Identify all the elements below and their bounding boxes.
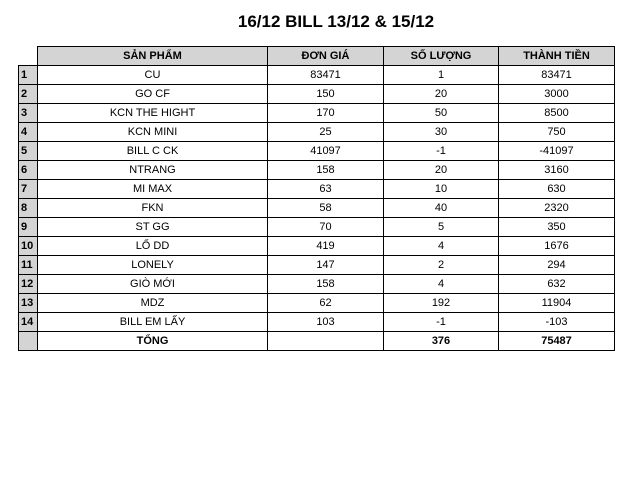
cell-product: CU: [38, 66, 268, 85]
table-row: [19, 66, 615, 85]
row-number: 10: [19, 237, 38, 256]
cell-quantity: 20: [384, 161, 499, 180]
table-row: [19, 123, 615, 142]
total-price: [268, 332, 384, 351]
cell-price: 103: [268, 313, 384, 332]
cell-quantity: 4: [384, 275, 499, 294]
row-number: 13: [19, 294, 38, 313]
cell-product: BILL C CK: [38, 142, 268, 161]
cell-amount: 11904: [499, 294, 615, 313]
table-row: [19, 275, 615, 294]
row-number: [19, 332, 38, 351]
table-row: [19, 142, 615, 161]
table-row: [19, 85, 615, 104]
cell-quantity: -1: [384, 313, 499, 332]
table-row: [19, 161, 615, 180]
cell-price: 83471: [268, 66, 384, 85]
total-quantity: 376: [384, 332, 499, 351]
row-number: 12: [19, 275, 38, 294]
page-title: 16/12 BILL 13/12 & 15/12: [237, 12, 435, 31]
cell-quantity: 4: [384, 237, 499, 256]
cell-price: 58: [268, 199, 384, 218]
cell-quantity: 40: [384, 199, 499, 218]
cell-amount: 350: [499, 218, 615, 237]
table-row: [19, 237, 615, 256]
row-number: 4: [19, 123, 38, 142]
cell-amount: 294: [499, 256, 615, 275]
cell-quantity: 10: [384, 180, 499, 199]
cell-quantity: 2: [384, 256, 499, 275]
row-number: 1: [19, 66, 38, 85]
cell-amount: 3000: [499, 85, 615, 104]
corner-cell: [19, 47, 38, 66]
cell-amount: 83471: [499, 66, 615, 85]
cell-quantity: 192: [384, 294, 499, 313]
cell-product: KCN THE HIGHT: [38, 104, 268, 123]
table-row: [19, 294, 615, 313]
row-number: 5: [19, 142, 38, 161]
cell-product: ST GG: [38, 218, 268, 237]
cell-product: MDZ: [38, 294, 268, 313]
cell-amount: 2320: [499, 199, 615, 218]
total-row: [19, 332, 615, 351]
table-body: [19, 66, 615, 351]
row-number: 14: [19, 313, 38, 332]
cell-price: 63: [268, 180, 384, 199]
row-number: 3: [19, 104, 38, 123]
cell-quantity: 20: [384, 85, 499, 104]
row-number: 9: [19, 218, 38, 237]
cell-product: LỔ DD: [38, 237, 268, 256]
header-row: [19, 47, 615, 66]
cell-amount: -41097: [499, 142, 615, 161]
col-header-amount: THÀNH TIỀN: [499, 47, 615, 66]
cell-price: 25: [268, 123, 384, 142]
cell-product: LONELY: [38, 256, 268, 275]
cell-product: BILL EM LẤY: [38, 313, 268, 332]
cell-price: 150: [268, 85, 384, 104]
cell-amount: 1676: [499, 237, 615, 256]
cell-quantity: 50: [384, 104, 499, 123]
table-row: [19, 313, 615, 332]
cell-product: KCN MINI: [38, 123, 268, 142]
row-number: 11: [19, 256, 38, 275]
cell-product: FKN: [38, 199, 268, 218]
cell-product: GIÒ MỚI: [38, 275, 268, 294]
cell-quantity: 1: [384, 66, 499, 85]
row-number: 8: [19, 199, 38, 218]
row-number: 2: [19, 85, 38, 104]
cell-price: 419: [268, 237, 384, 256]
table-row: [19, 104, 615, 123]
table-row: [19, 218, 615, 237]
cell-price: 62: [268, 294, 384, 313]
cell-amount: 750: [499, 123, 615, 142]
cell-amount: 630: [499, 180, 615, 199]
cell-product: NTRANG: [38, 161, 268, 180]
table-row: [19, 180, 615, 199]
cell-price: 41097: [268, 142, 384, 161]
total-label: TỔNG: [38, 332, 268, 351]
cell-price: 147: [268, 256, 384, 275]
cell-quantity: 30: [384, 123, 499, 142]
cell-quantity: -1: [384, 142, 499, 161]
cell-amount: 3160: [499, 161, 615, 180]
row-number: 6: [19, 161, 38, 180]
row-number: 7: [19, 180, 38, 199]
total-amount: 75487: [499, 332, 615, 351]
col-header-price: ĐƠN GIÁ: [268, 47, 384, 66]
cell-price: 158: [268, 161, 384, 180]
table-row: [19, 199, 615, 218]
cell-price: 170: [268, 104, 384, 123]
cell-price: 158: [268, 275, 384, 294]
cell-amount: -103: [499, 313, 615, 332]
cell-amount: 632: [499, 275, 615, 294]
col-header-quantity: SỐ LƯỢNG: [384, 47, 499, 66]
cell-price: 70: [268, 218, 384, 237]
cell-product: MI MAX: [38, 180, 268, 199]
bill-table: [18, 46, 615, 351]
cell-quantity: 5: [384, 218, 499, 237]
cell-amount: 8500: [499, 104, 615, 123]
table-row: [19, 256, 615, 275]
cell-product: GO CF: [38, 85, 268, 104]
col-header-product: SẢN PHẨM: [38, 47, 268, 66]
